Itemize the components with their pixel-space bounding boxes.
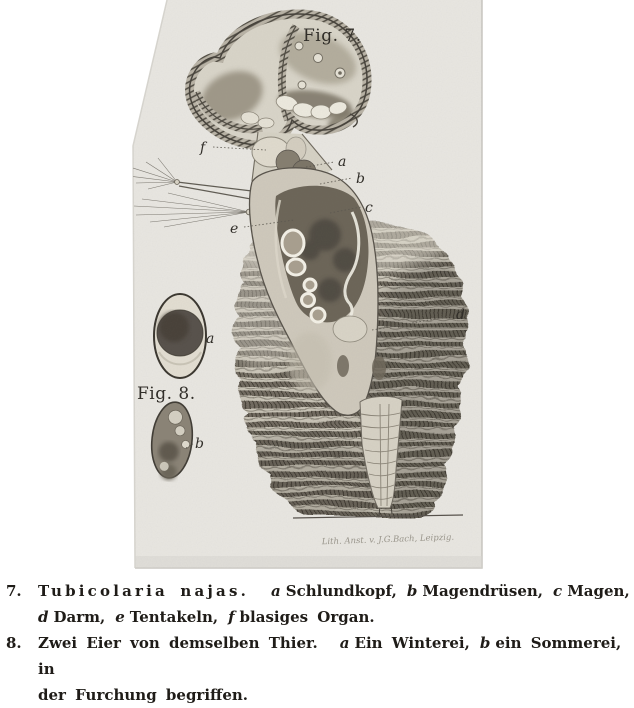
caption-number-7: 7. [6,582,22,600]
caption-term-a: Schlundkopf, [285,582,397,600]
caption-var-egg-b: b [479,634,491,652]
caption-var-b: b [406,582,418,600]
caption-var-d: d [38,608,49,626]
caption-var-f: f [228,608,235,626]
caption-term-egg-b: ein Sommerei, in [38,634,622,678]
caption-term-egg-a: Ein Winterei, [354,634,470,652]
caption-text-8 [38,630,631,708]
caption-intro-8: Zwei Eier von demselben Thier. [38,634,318,652]
caption-term-b: Magendrüsen, [422,582,544,600]
caption-term-e: Tentakeln, [129,608,219,626]
paper-grain-overlay [130,0,485,570]
caption-term-f: blasiges Organ. [239,608,375,626]
species-name: Tubicolaria najas. [38,582,250,600]
caption-item-8 [4,630,631,708]
caption-item-7 [4,578,631,630]
caption-term-c: Magen, [567,582,630,600]
caption-term-egg-b2: der Furchung begriffen. [38,686,249,704]
caption-var-a: a [271,582,281,600]
caption-term-d: Darm, [53,608,106,626]
caption-var-c: c [553,582,563,600]
caption-var-egg-a: a [339,634,350,652]
figure-caption [4,578,631,708]
caption-text-7 [38,578,631,630]
caption-number-8: 8. [6,634,22,652]
caption-var-e: e [115,608,125,626]
